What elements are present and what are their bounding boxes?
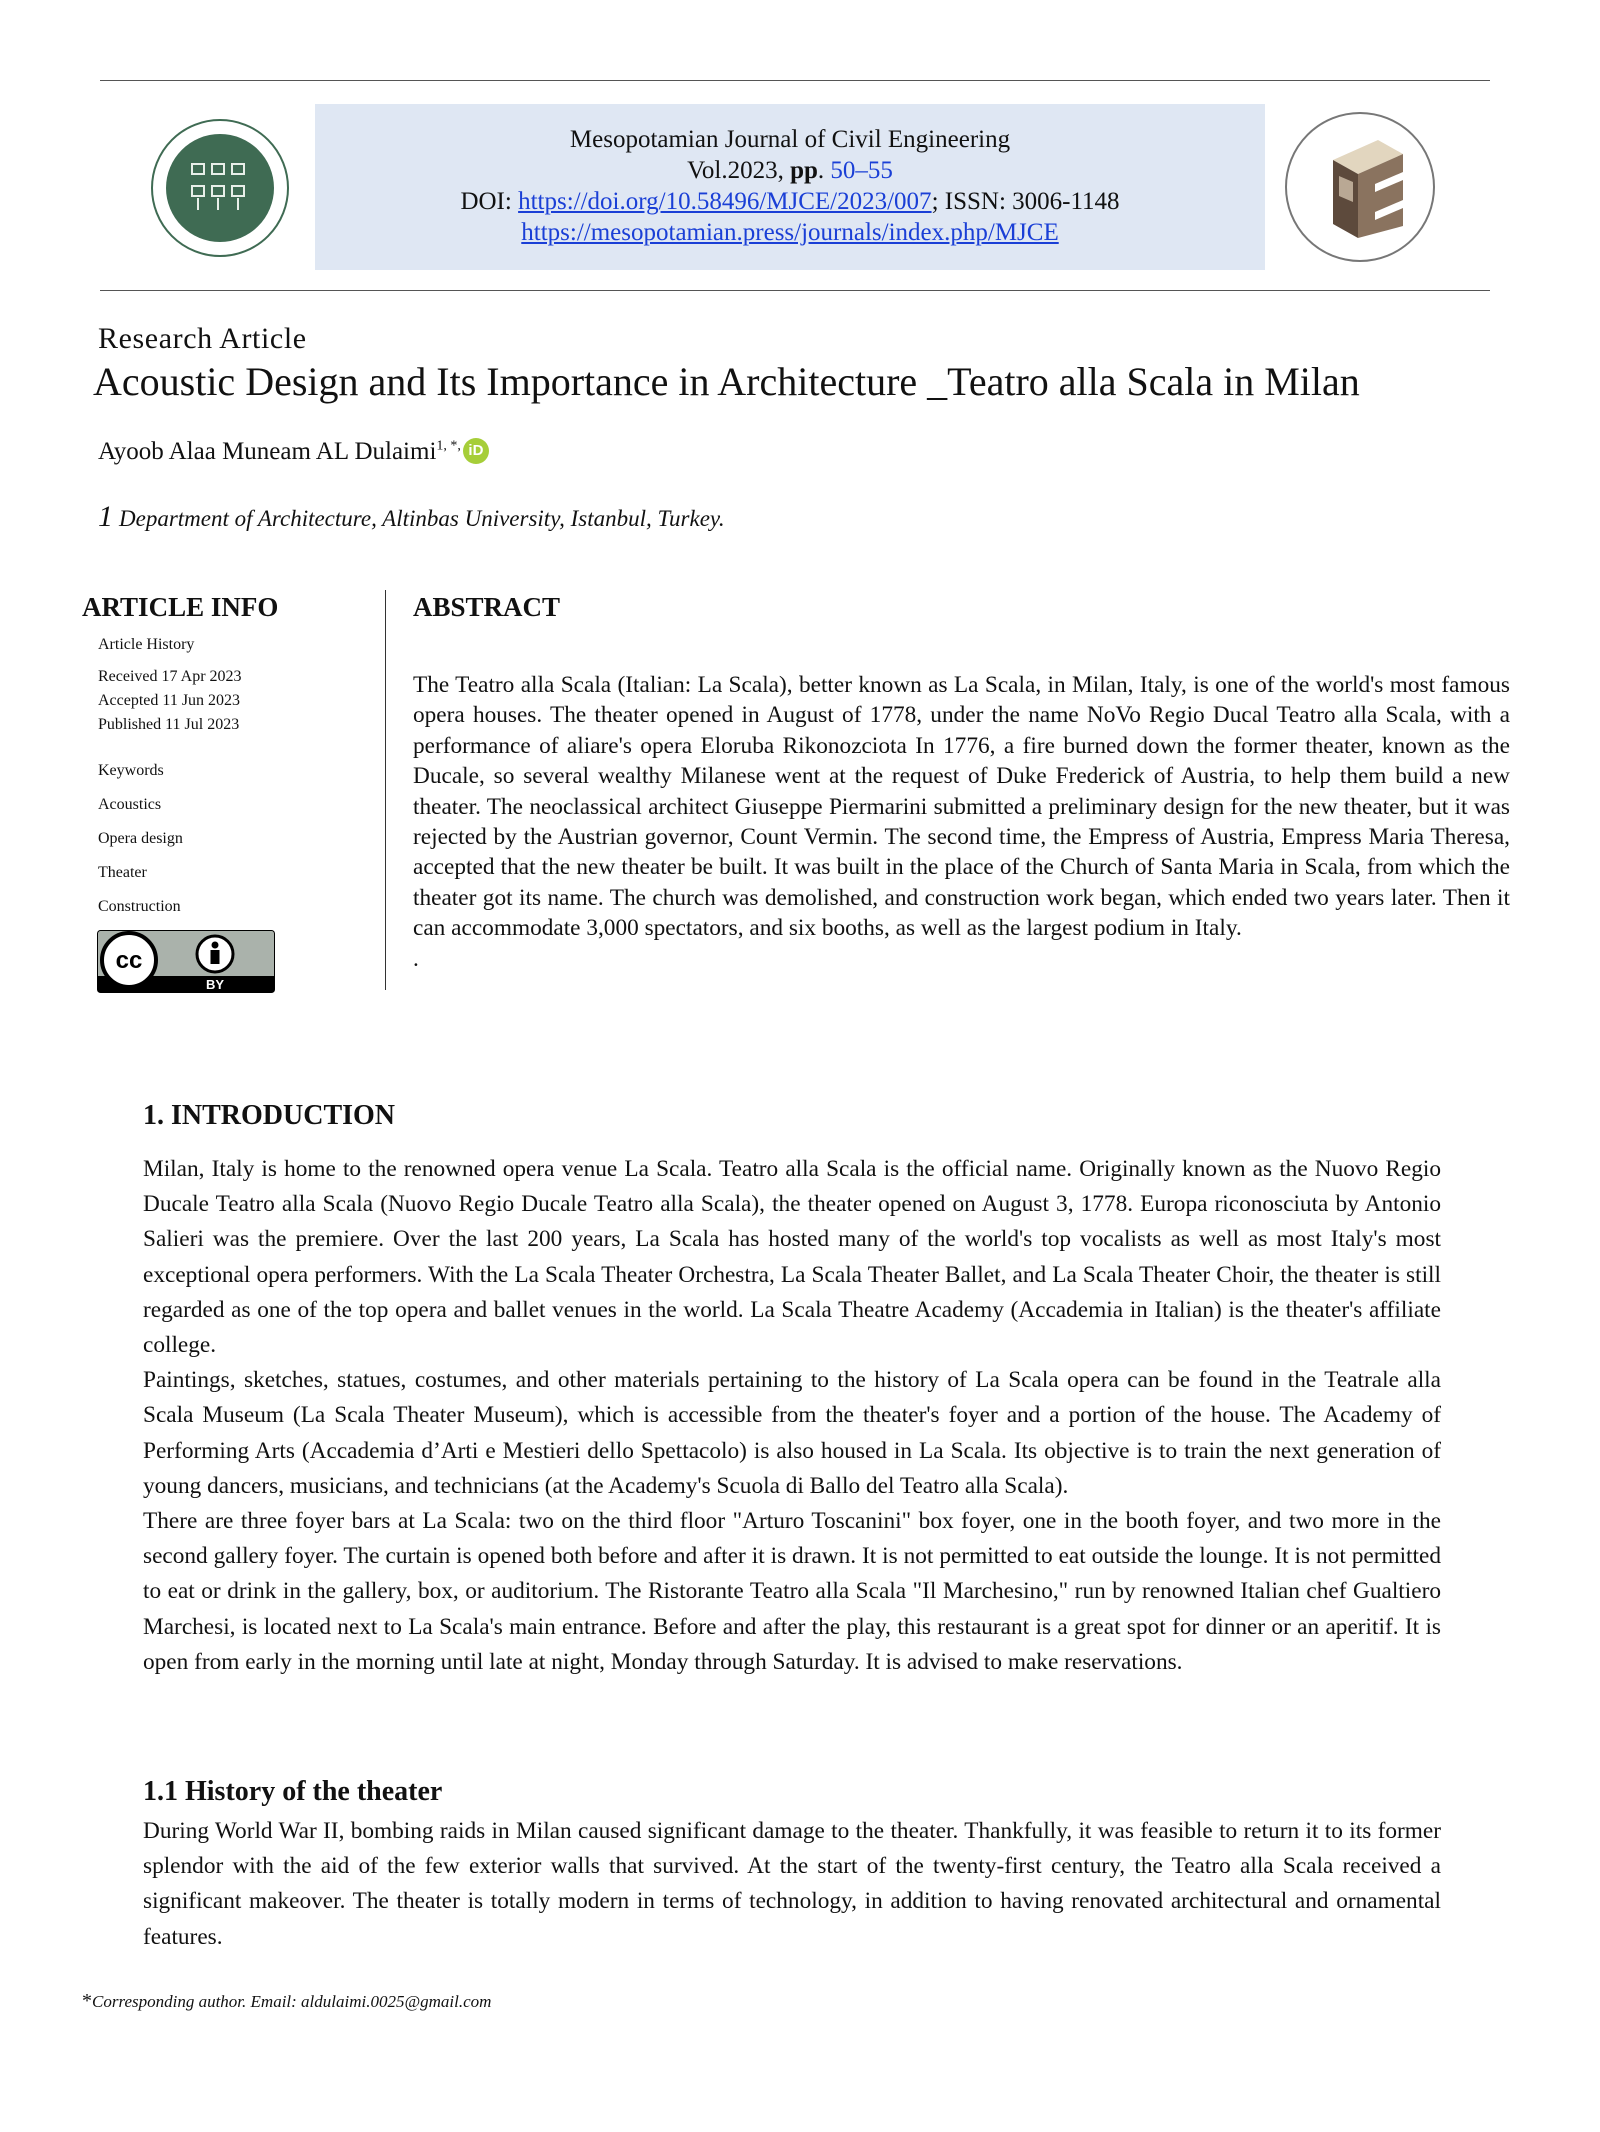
abstract-text: The Teatro alla Scala (Italian: La Scala), better known as La Scala, in Milan, Italy, is one of the world's most famous opera houses. The theater opened in August of 1778, under the name NoVo Regio Ducal Teatro alla Scala, with a performance of aliare's opera Eloruba Rikonozciota In 1776, a fire burned down the former theater, known as the Ducale, so several wealthy Milanese went at the request of Duke Frederick of Austria, to help them build a new theater. The neoclassical architect Giuseppe Piermarini submitted a preliminary design for the new theater, but it was rejected by the Austrian governor, Count Vermin. The second time, the Empress of Austria, Empress Maria Theresa, accepted that the new theater be built. It was built in the place of the Church of Santa Maria in Scala, from which the theater got its name. The church was demolished, and construction work began, which ended two years later. Then it can accommodate 3,000 spectators, and six booths, as well as the largest podium in Italy. . (413, 670, 1510, 974)
publisher-logo-icon (150, 118, 290, 258)
journal-logo-icon (1283, 110, 1438, 265)
keywords-label: Keywords (98, 762, 164, 779)
keyword-item: Construction (98, 898, 181, 915)
article-history-label: Article History (98, 636, 195, 653)
journal-banner (315, 104, 1265, 270)
doi-line: DOI: https://doi.org/10.58496/MJCE/2023/007; ISSN: 3006-1148 (460, 188, 1120, 215)
paragraph: During World War II, bombing raids in Milan caused significant damage to the theater. Thankfully, it was feasible to return it to its former splendor with the aid of the few exterior walls that survived. At the start of the twenty-first century, the Teatro alla Scala received a significant makeover. The theater is totally modern in terms of technology, in addition to having renovated architectural and ornamental features. (143, 1818, 1441, 1950)
article-type: Research Article (98, 322, 307, 355)
by-text: BY (205, 977, 225, 992)
author-line (98, 438, 489, 466)
header-top-rule (100, 80, 1490, 81)
abstract-heading: ABSTRACT (413, 592, 561, 622)
author-superscript: 1, *, (436, 438, 461, 454)
column-divider (385, 590, 386, 990)
history-body (143, 1814, 1441, 1955)
article-info-heading: ARTICLE INFO (82, 592, 279, 622)
paragraph: There are three foyer bars at La Scala: two on the third floor "Arturo Toscanini" box foyer, one in the booth foyer, and two more in the second gallery foyer. The curtain is opened both before and after it is drawn. It is not permitted to eat outside the lounge. It is not permitted to eat or drink in the gallery, box, or auditorium. The Ristorante Teatro alla Scala "Il Marchesino," run by renowned Italian chef Gualtiero Marchesi, is located next to La Scala's main entrance. Before and after the play, this restaurant is a great spot for dinner or an aperitif. It is open from early in the morning until late at night, Monday through Saturday. It is advised to make reservations. (143, 1508, 1441, 1675)
journal-name: Mesopotamian Journal of Civil Engineering (569, 126, 1011, 153)
page-range: 50–55 (830, 157, 893, 184)
cc-text: cc (115, 947, 143, 974)
accepted-date: Accepted 11 Jun 2023 (98, 692, 241, 709)
keyword-item: Acoustics (98, 796, 162, 813)
corresponding-author-footnote: *Corresponding author. Email: aldulaimi.0025@gmail.com (82, 1990, 492, 2012)
orcid-icon[interactable]: iD (463, 438, 489, 464)
abstract-trailing: . (413, 945, 419, 972)
paragraph: Paintings, sketches, statues, costumes, and other materials pertaining to the history of La Scala opera can be found in the Teatrale alla Scala Museum (La Scala Theater Museum), which is accessible from the theater's foyer and a portion of the house. The Academy of Performing Arts (Accademia d’Arti e Mestieri dello Spettacolo) is also housed in La Scala. Its objective is to train the next generation of young dancers, musicians, and technicians (at the Academy's Scuola di Ballo del Teatro alla Scala). (143, 1367, 1441, 1499)
introduction-body (143, 1152, 1441, 1680)
affiliation: 1 Department of Architecture, Altinbas University, Istanbul, Turkey. (98, 500, 725, 533)
journal-volume: Vol.2023, pp. 50–55 (687, 157, 893, 184)
journal-url-link[interactable]: https://mesopotamian.press/journals/index.php/MJCE (521, 219, 1059, 246)
published-date: Published 11 Jul 2023 (98, 716, 240, 733)
paragraph: Milan, Italy is home to the renowned opera venue La Scala. Teatro alla Scala is the official name. Originally known as the Nuovo Regio Ducale Teatro alla Scala (Nuovo Regio Ducale Teatro alla Scala), the theater opened on August 3, 1778. Europa riconosciuta by Antonio Salieri was the premiere. Over the last 200 years, La Scala has hosted many of the world's top vocalists as well as most Italy's most exceptional opera performers. With the La Scala Theater Orchestra, La Scala Theater Ballet, and La Scala Theater Choir, the theater is still regarded as one of the top opera and ballet venues in the world. La Scala Theatre Academy (Accademia in Italian) is the theater's affiliate college. (143, 1156, 1441, 1359)
received-date: Received 17 Apr 2023 (98, 668, 242, 685)
keyword-item: Opera design (98, 830, 183, 847)
doi-link[interactable]: https://doi.org/10.58496/MJCE/2023/007 (518, 188, 932, 215)
cc-by-license-icon[interactable] (97, 930, 275, 993)
introduction-heading: 1. INTRODUCTION (143, 1100, 396, 1131)
author-name: Ayoob Alaa Muneam AL Dulaimi (98, 438, 437, 465)
history-heading: 1.1 History of the theater (143, 1776, 443, 1807)
header-bottom-rule (100, 290, 1490, 291)
keyword-item: Theater (98, 864, 147, 881)
article-title: Acoustic Design and Its Importance in Architecture _Teatro alla Scala in Milan (93, 359, 1360, 404)
